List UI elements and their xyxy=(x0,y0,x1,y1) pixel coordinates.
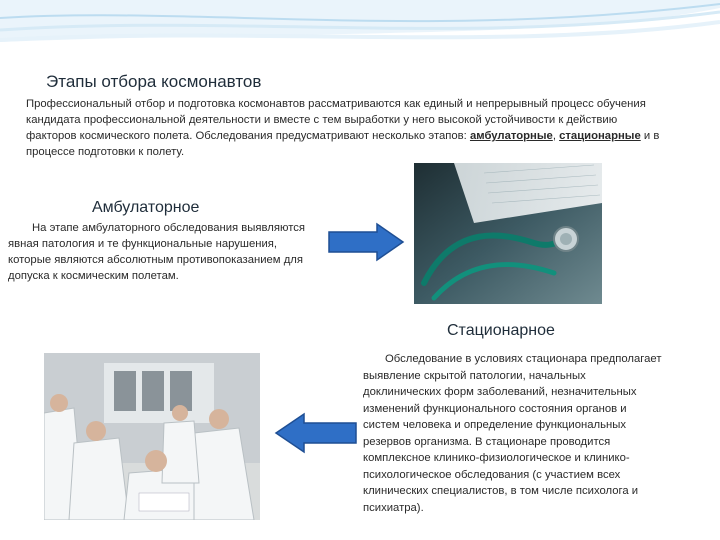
intro-separator: , xyxy=(552,130,560,142)
arrow-left-icon xyxy=(274,411,358,455)
intro-text-end: и в процессе подготовки к полету. xyxy=(26,130,660,158)
header-swoosh xyxy=(0,0,720,80)
link-ambulatory[interactable]: амбулаторные xyxy=(469,130,553,142)
stationary-body: Обследование в условиях стационара предполагает выявление скрытой патологии, начальных доклинических форм заболеваний, незначительных изменений функционального состояния органов и систем человека и определение функциональных резервов организма. В стационаре проводится комплексное клинико-физиологическое и клинико-психологическое обследования (с участием всех клинических специалистов, в том числе психолога и психиатра). xyxy=(363,353,662,514)
stationary-text xyxy=(363,351,663,516)
stethoscope-photo xyxy=(414,163,602,304)
intro-paragraph xyxy=(26,96,666,160)
arrow-right-icon xyxy=(327,222,405,262)
doctors-photo xyxy=(44,353,260,520)
slide-title: Этапы отбора космонавтов xyxy=(46,72,262,91)
link-stationary[interactable]: стационарные xyxy=(559,130,641,142)
stationary-heading: Стационарное xyxy=(447,322,555,339)
ambulatory-heading: Амбулаторное xyxy=(92,199,200,216)
ambulatory-text xyxy=(8,220,320,284)
ambulatory-body: На этапе амбулаторного обследования выявляются явная патология и те функциональные нарушения, которые являются абсолютным противопоказанием для допуска к космическим полетам. xyxy=(8,222,306,282)
intro-text: Профессиональный отбор и подготовка космонавтов рассматриваются как единый и непрерывный процесс обучения кандидата профессиональной деятельности и вместе с тем выработки у него высокой устойчивости к действию факторов космического полета. Обследования предусматривают несколько этапов: xyxy=(26,98,646,142)
